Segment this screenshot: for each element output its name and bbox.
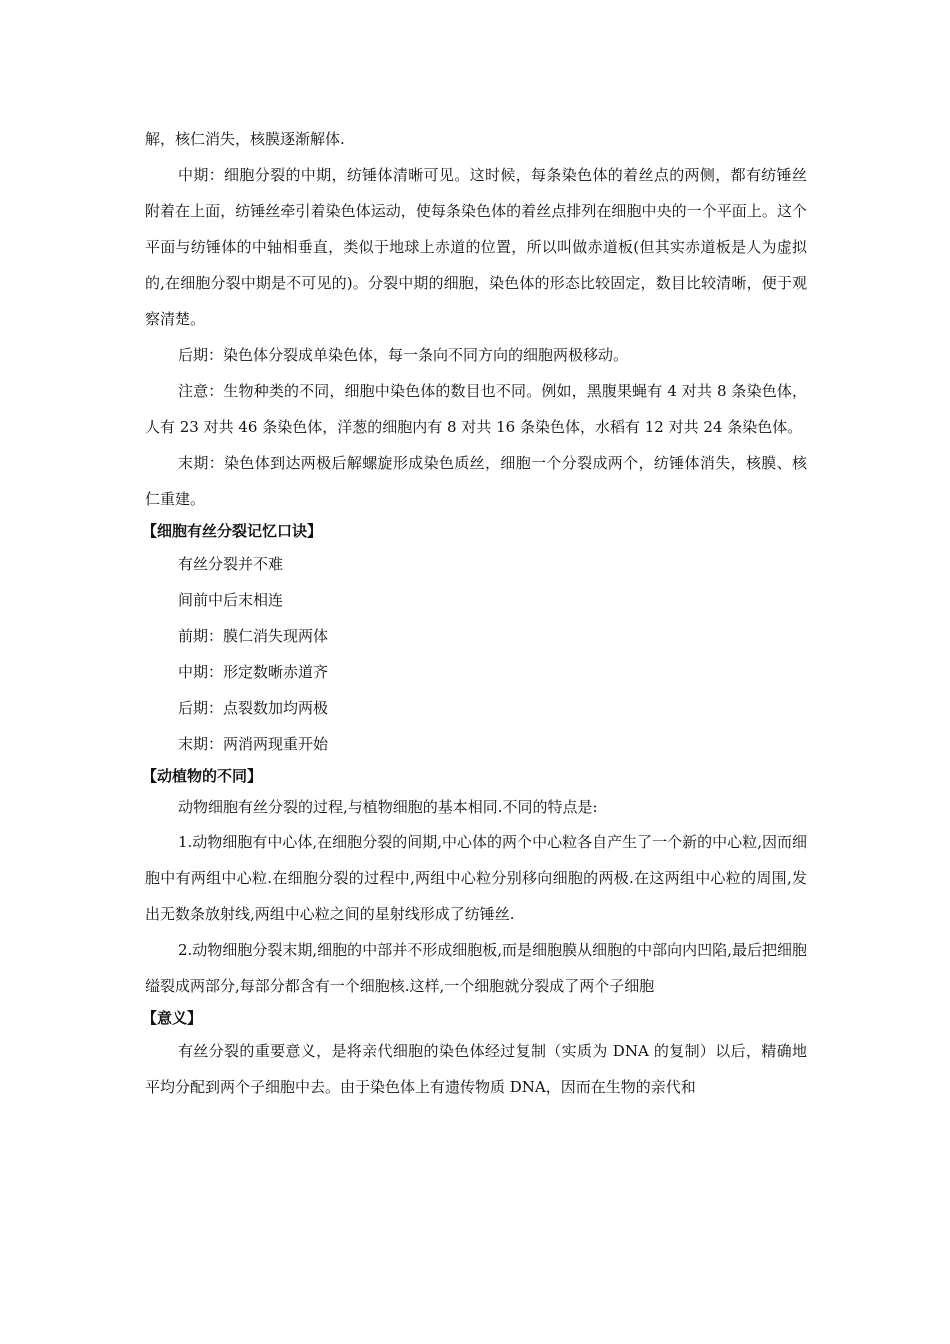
document-page bbox=[142, 121, 807, 1105]
paragraph-anaphase: 后期：染色体分裂成单染色体，每一条向不同方向的细胞两极移动。 bbox=[178, 346, 629, 364]
paragraph-significance: 有丝分裂的重要意义，是将亲代细胞的染色体经过复制（实质为 DNA 的复制）以后，精确地平均分配到两个子细胞中去。由于染色体上有遗传物质 DNA，因而在生物的亲代和 bbox=[145, 1042, 807, 1096]
paragraph-telophase: 末期：染色体到达两极后解螺旋形成染色质丝，细胞一个分裂成两个，纺锤体消失，核膜、核仁重建。 bbox=[145, 454, 807, 508]
paragraph-difference-point1: 1.动物细胞有中心体,在细胞分裂的间期,中心体的两个中心粒各自产生了一个新的中心粒,因而细胞中有两组中心粒.在细胞分裂的过程中,两组中心粒分别移向细胞的两极.在这两组中心粒的周围,发出无数条放射线,两组中心粒之间的星射线形成了纺锤丝. bbox=[145, 833, 807, 923]
paragraph-metaphase: 中期：细胞分裂的中期，纺锤体清晰可见。这时候，每条染色体的着丝点的两侧，都有纺锤丝附着在上面，纺锤丝牵引着染色体运动，使每条染色体的着丝点排列在细胞中央的一个平面上。这个平面与纺锤体的中轴相垂直，类似于地球上赤道的位置，所以叫做赤道板(但其实赤道板是人为虚拟的,在细胞分裂中期是不可见的)。分裂中期的细胞，染色体的形态比较固定，数目比较清晰，便于观察清楚。 bbox=[145, 166, 807, 328]
mnemonic-line: 后期：点裂数加均两极 bbox=[178, 699, 329, 717]
heading-mnemonic: 【细胞有丝分裂记忆口诀】 bbox=[142, 522, 323, 540]
paragraph-prophase-end: 解，核仁消失，核膜逐渐解体. bbox=[145, 130, 345, 148]
heading-difference: 【动植物的不同】 bbox=[142, 767, 263, 785]
paragraph-difference-point2: 2.动物细胞分裂末期,细胞的中部并不形成细胞板,而是细胞膜从细胞的中部向内凹陷,最后把细胞缢裂成两部分,每部分都含有一个细胞核.这样,一个细胞就分裂成了两个子细胞 bbox=[145, 941, 807, 995]
mnemonic-line: 前期：膜仁消失现两体 bbox=[178, 627, 329, 645]
heading-significance: 【意义】 bbox=[142, 1009, 203, 1027]
mnemonic-line: 中期：形定数晰赤道齐 bbox=[178, 663, 329, 681]
paragraph-difference-intro: 动物细胞有丝分裂的过程,与植物细胞的基本相同.不同的特点是: bbox=[178, 798, 598, 816]
mnemonic-line: 有丝分裂并不难 bbox=[178, 555, 284, 573]
mnemonic-line: 末期：两消两现重开始 bbox=[178, 735, 329, 753]
paragraph-note: 注意：生物种类的不同，细胞中染色体的数目也不同。例如，黑腹果蝇有 4 对共 8 条染色体，人有 23 对共 46 条染色体，洋葱的细胞内有 8 对共 16 条染色体，水稻有 12 对共 24 条染色体。 bbox=[145, 382, 807, 436]
mnemonic-line: 间前中后末相连 bbox=[178, 591, 284, 609]
